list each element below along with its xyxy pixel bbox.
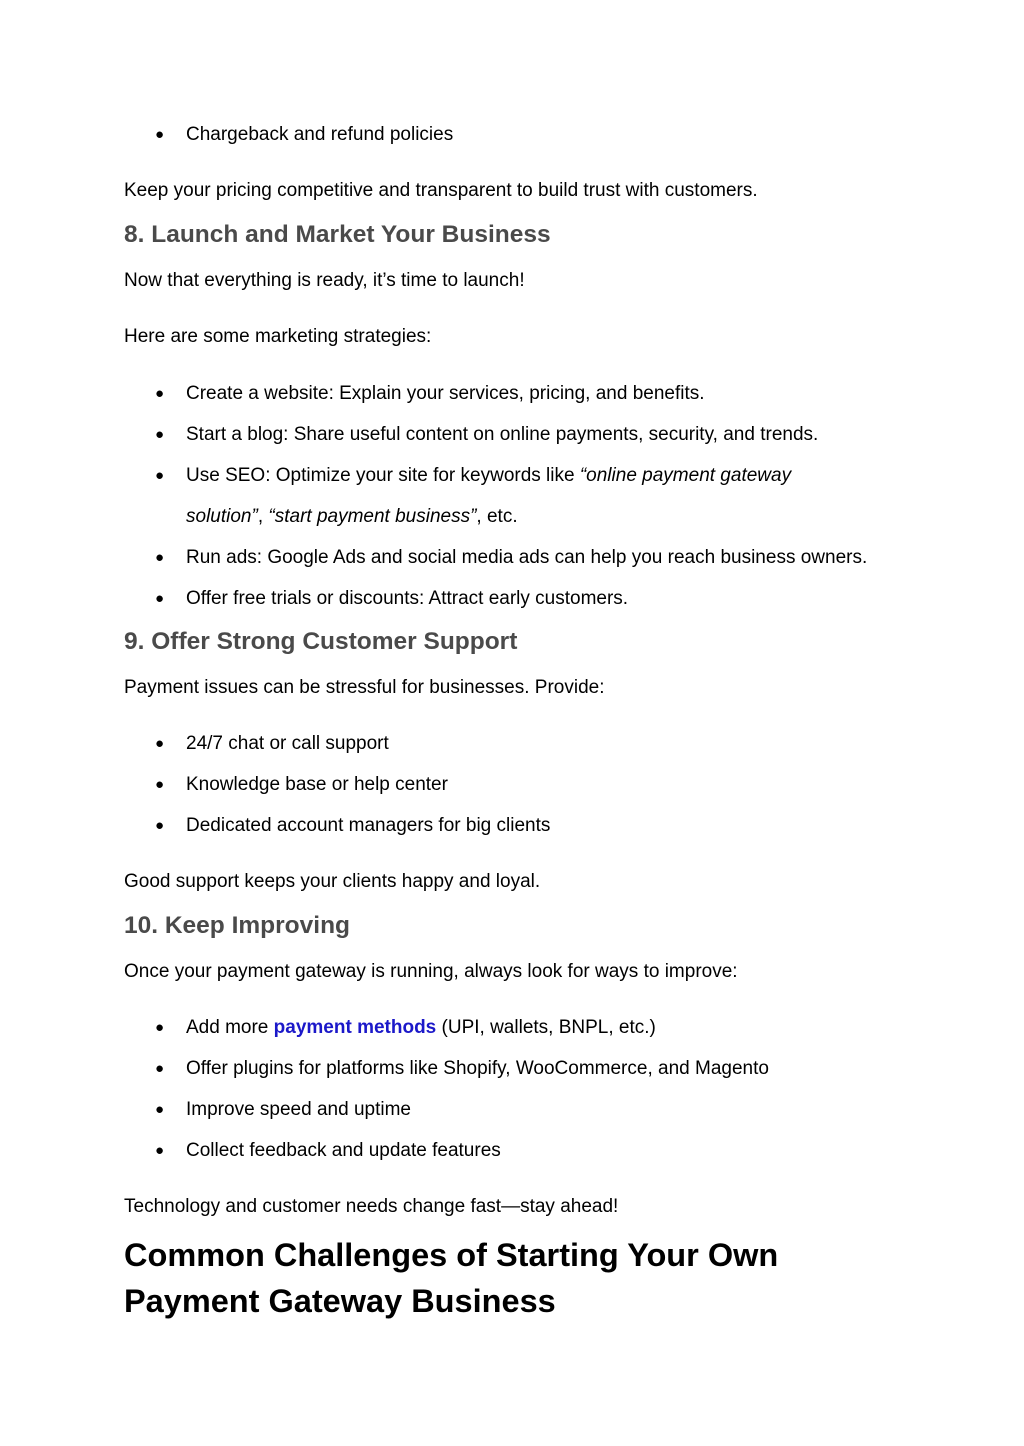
section-heading: 9. Offer Strong Customer Support bbox=[124, 628, 518, 655]
bullet-icon: ● bbox=[155, 817, 165, 834]
bullet-icon: ● bbox=[155, 735, 165, 752]
paragraph: Technology and customer needs change fast—stay ahead! bbox=[124, 1196, 619, 1217]
keyword-emphasis: “online payment gateway bbox=[579, 465, 792, 486]
list-item-continuation bbox=[186, 505, 518, 529]
list-item bbox=[186, 1016, 656, 1040]
list-item-text: Add more bbox=[186, 1017, 274, 1038]
main-heading-line-2: Payment Gateway Business bbox=[124, 1283, 556, 1319]
payment-methods-link[interactable]: payment methods bbox=[273, 1017, 437, 1038]
paragraph: Once your payment gateway is running, always look for ways to improve: bbox=[124, 961, 738, 982]
bullet-icon: ● bbox=[155, 126, 165, 143]
list-item: Run ads: Google Ads and social media ads can help you reach business owners. bbox=[186, 547, 868, 568]
list-item-text: , etc. bbox=[476, 506, 518, 527]
main-heading-line-1: Common Challenges of Starting Your Own bbox=[124, 1237, 779, 1273]
list-item-text: , bbox=[257, 506, 269, 527]
paragraph: Payment issues can be stressful for businesses. Provide: bbox=[124, 677, 605, 698]
list-item: Offer free trials or discounts: Attract early customers. bbox=[186, 588, 629, 609]
list-item bbox=[186, 464, 791, 488]
bullet-icon: ● bbox=[155, 426, 165, 443]
list-item-text: (UPI, wallets, BNPL, etc.) bbox=[436, 1017, 656, 1038]
list-item: Start a blog: Share useful content on online payments, security, and trends. bbox=[186, 424, 819, 445]
keyword-emphasis: solution” bbox=[186, 506, 258, 527]
section-heading: 10. Keep Improving bbox=[124, 912, 351, 939]
list-item: Chargeback and refund policies bbox=[186, 124, 454, 145]
paragraph: Good support keeps your clients happy and loyal. bbox=[124, 871, 541, 892]
list-item: Knowledge base or help center bbox=[186, 774, 448, 795]
list-item: Create a website: Explain your services, pricing, and benefits. bbox=[186, 383, 705, 404]
list-item: Improve speed and uptime bbox=[186, 1099, 411, 1120]
section-heading: 8. Launch and Market Your Business bbox=[124, 221, 551, 248]
list-item-text: Use SEO: Optimize your site for keywords like bbox=[186, 465, 580, 486]
bullet-icon: ● bbox=[155, 549, 165, 566]
list-item: 24/7 chat or call support bbox=[186, 733, 389, 754]
bullet-icon: ● bbox=[155, 1101, 165, 1118]
keyword-emphasis: “start payment business” bbox=[268, 506, 477, 527]
bullet-icon: ● bbox=[155, 1060, 165, 1077]
bullet-icon: ● bbox=[155, 385, 165, 402]
list-item: Offer plugins for platforms like Shopify, WooCommerce, and Magento bbox=[186, 1058, 769, 1079]
list-item: Collect feedback and update features bbox=[186, 1140, 501, 1161]
bullet-icon: ● bbox=[155, 1019, 165, 1036]
paragraph: Here are some marketing strategies: bbox=[124, 326, 432, 347]
list-item: Dedicated account managers for big clients bbox=[186, 815, 551, 836]
bullet-icon: ● bbox=[155, 1142, 165, 1159]
paragraph: Now that everything is ready, it’s time to launch! bbox=[124, 270, 525, 291]
bullet-icon: ● bbox=[155, 467, 165, 484]
bullet-icon: ● bbox=[155, 590, 165, 607]
bullet-icon: ● bbox=[155, 776, 165, 793]
paragraph: Keep your pricing competitive and transparent to build trust with customers. bbox=[124, 180, 758, 201]
